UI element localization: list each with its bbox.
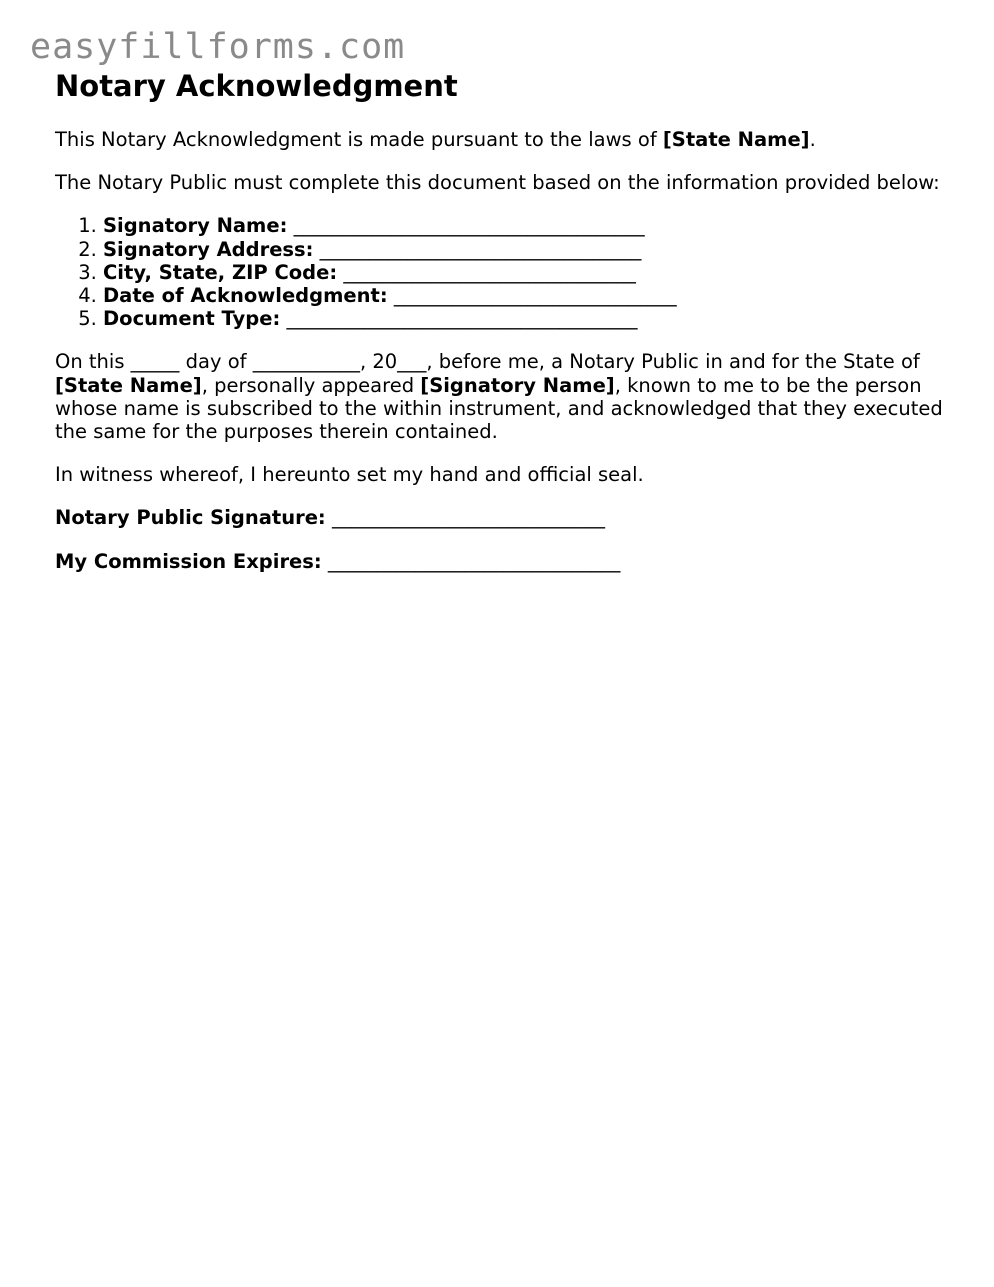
- body-text-1: On this _____ day of ___________, 20___, before me, a Notary Public in and for the State of: [55, 350, 920, 374]
- state-name-placeholder[interactable]: [State Name]: [662, 128, 810, 151]
- instruction-paragraph: The Notary Public must complete this document based on the information provided below:: [55, 171, 940, 195]
- notary-signature-line: [55, 506, 955, 529]
- commission-expires-blank[interactable]: ______________________________: [327, 549, 621, 573]
- intro-period: .: [809, 128, 816, 151]
- field-label: Document Type:: [103, 307, 281, 331]
- state-name-placeholder[interactable]: [State Name]: [55, 373, 202, 397]
- acknowledgment-paragraph: [55, 350, 955, 443]
- intro-paragraph: [55, 128, 955, 151]
- list-item-signatory-name: [103, 214, 955, 237]
- list-item-date-of-acknowledgment: [103, 284, 955, 307]
- field-label: City, State, ZIP Code:: [103, 260, 338, 284]
- signatory-name-blank[interactable]: ____________________________________: [293, 214, 645, 238]
- signatory-name-placeholder[interactable]: [Signatory Name]: [420, 373, 615, 397]
- signatory-address-blank[interactable]: _________________________________: [319, 237, 642, 261]
- body-text-2: , personally appeared: [201, 373, 421, 397]
- field-label: Signatory Name:: [103, 214, 288, 238]
- document-type-blank[interactable]: ____________________________________: [286, 307, 638, 331]
- commission-expires-line: [55, 550, 955, 573]
- notary-signature-blank[interactable]: ____________________________: [331, 506, 605, 530]
- document-body: [55, 66, 955, 573]
- document-title: Notary Acknowledgment: [55, 69, 458, 103]
- date-of-acknowledgment-blank[interactable]: _____________________________: [393, 284, 677, 308]
- watermark-logo-text: easyfillforms.com: [30, 27, 406, 67]
- list-item-city-state-zip: [103, 261, 955, 284]
- list-item-document-type: [103, 307, 955, 330]
- list-item-signatory-address: [103, 238, 955, 261]
- field-label: Date of Acknowledgment:: [103, 284, 388, 308]
- intro-text: This Notary Acknowledgment is made pursuant to the laws of: [55, 128, 663, 151]
- city-state-zip-blank[interactable]: ______________________________: [343, 260, 636, 284]
- witness-paragraph: In witness whereof, I hereunto set my hand and official seal.: [55, 463, 644, 487]
- notary-signature-label: Notary Public Signature:: [55, 506, 326, 530]
- body-text-3: , known to me to be the person whose name is subscribed to the within instrument, and acknowledged that they executed the same for the purposes therein contained.: [55, 373, 943, 444]
- commission-expires-label: My Commission Expires:: [55, 549, 322, 573]
- field-label: Signatory Address:: [103, 237, 314, 261]
- fields-list: [55, 214, 955, 330]
